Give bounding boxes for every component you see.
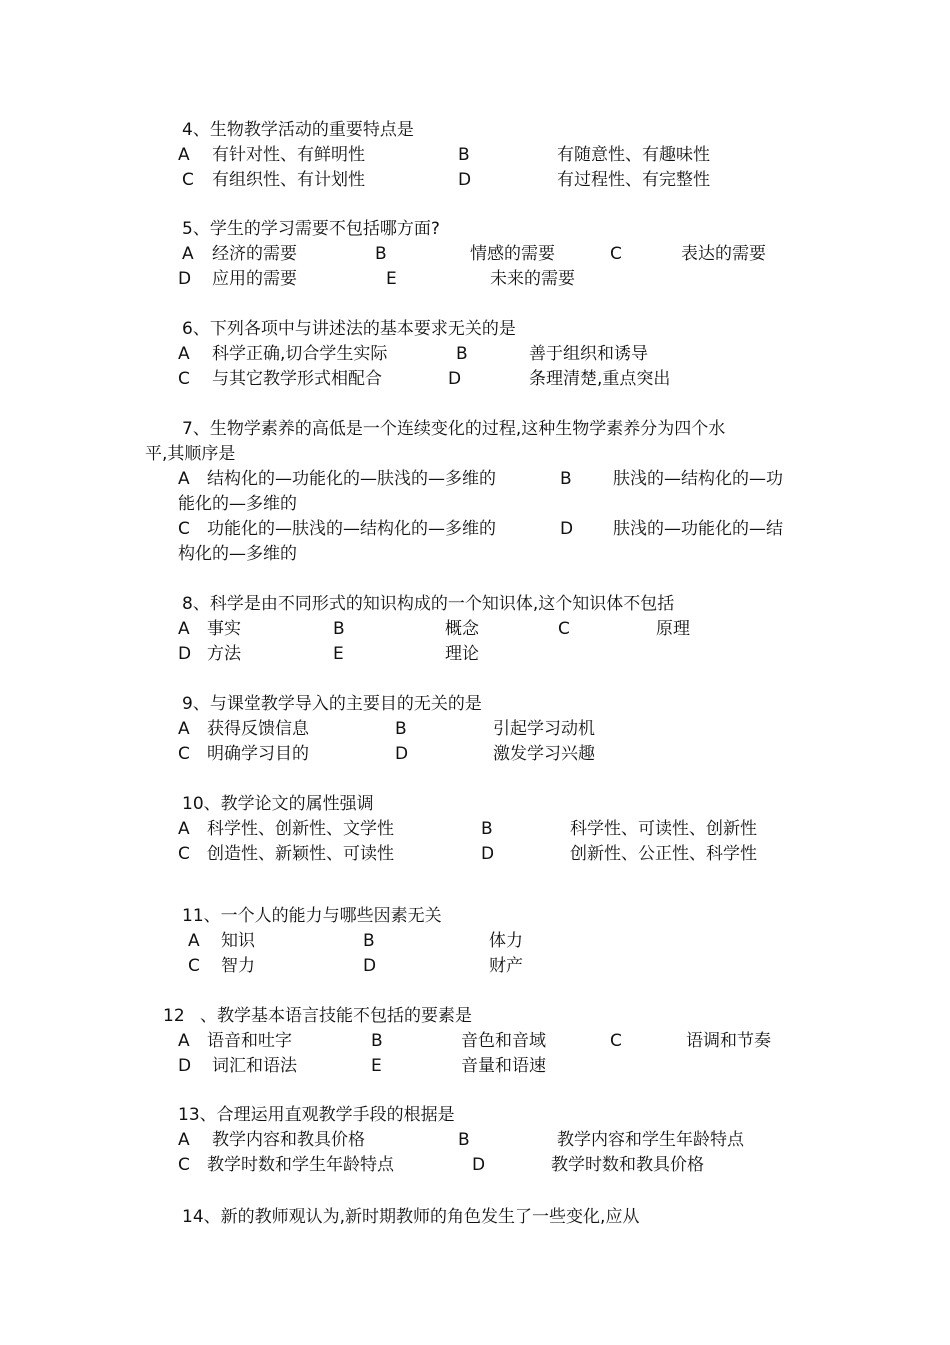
q10-option-a-text: 科学性、创新性、文学性 <box>207 819 394 839</box>
q8-option-a-text: 事实 <box>207 619 241 639</box>
q13-option-b-text: 教学内容和学生年龄特点 <box>557 1130 744 1150</box>
q12-option-b-letter: B <box>371 1031 383 1051</box>
q12-option-a-text: 语音和吐字 <box>207 1031 292 1051</box>
q8-stem: 8、科学是由不同形式的知识构成的一个知识体,这个知识体不包括 <box>182 594 675 614</box>
q5-option-d-text: 应用的需要 <box>212 269 297 289</box>
q10-option-c-letter: C <box>178 844 190 864</box>
q10-option-c-text: 创造性、新颖性、可读性 <box>207 844 394 864</box>
q12-option-d-letter: D <box>178 1056 192 1076</box>
q13-option-a-letter: A <box>178 1130 190 1150</box>
q12-option-c-letter: C <box>610 1031 622 1051</box>
q7-option-b-text-line1: 肤浅的—结构化的—功 <box>613 469 783 489</box>
q8-option-e-letter: E <box>333 644 344 664</box>
q11-option-b-text: 体力 <box>489 931 523 951</box>
q11-option-b-letter: B <box>363 931 375 951</box>
q6-option-c-letter: C <box>178 369 190 389</box>
q4-option-d-text: 有过程性、有完整性 <box>557 170 710 190</box>
q6-option-d-letter: D <box>448 369 462 389</box>
q11-option-c-letter: C <box>188 956 200 976</box>
q5-option-e-text: 未来的需要 <box>490 269 575 289</box>
q9-option-d-text: 激发学习兴趣 <box>493 744 595 764</box>
q11-option-a-letter: A <box>188 931 200 951</box>
q8-option-b-letter: B <box>333 619 345 639</box>
q4-option-c-letter: C <box>182 170 194 190</box>
q4-option-a-text: 有针对性、有鲜明性 <box>212 145 365 165</box>
q8-option-c-letter: C <box>558 619 570 639</box>
q7-option-d-text-line2: 构化的—多维的 <box>178 544 297 564</box>
q11-option-d-text: 财产 <box>489 956 523 976</box>
q12-option-d-text: 词汇和语法 <box>212 1056 297 1076</box>
q4-option-a-letter: A <box>178 145 190 165</box>
q8-option-a-letter: A <box>178 619 190 639</box>
q5-option-c-text: 表达的需要 <box>681 244 766 264</box>
q6-stem: 6、下列各项中与讲述法的基本要求无关的是 <box>182 319 516 339</box>
q10-stem: 10、教学论文的属性强调 <box>182 794 374 814</box>
q11-option-a-text: 知识 <box>221 931 255 951</box>
q13-option-d-text: 教学时数和教具价格 <box>551 1155 704 1175</box>
q9-option-d-letter: D <box>395 744 409 764</box>
q7-option-d-letter: D <box>560 519 574 539</box>
q7-option-b-text-line2: 能化的—多维的 <box>178 494 297 514</box>
q11-stem: 11、一个人的能力与哪些因素无关 <box>182 906 442 926</box>
q8-option-b-text: 概念 <box>445 619 479 639</box>
q7-stem-line2: 平,其顺序是 <box>145 444 236 464</box>
q7-option-a-text: 结构化的—功能化的—肤浅的—多维的 <box>207 469 496 489</box>
q8-option-d-text: 方法 <box>207 644 241 664</box>
q13-option-b-letter: B <box>458 1130 470 1150</box>
q7-option-d-text-line1: 肤浅的—功能化的—结 <box>613 519 783 539</box>
q13-option-c-text: 教学时数和学生年龄特点 <box>207 1155 394 1175</box>
q10-option-b-letter: B <box>481 819 493 839</box>
q6-option-a-text: 科学正确,切合学生实际 <box>212 344 388 364</box>
q7-stem-line1: 7、生物学素养的高低是一个连续变化的过程,这种生物学素养分为四个水 <box>182 419 726 439</box>
q11-option-d-letter: D <box>363 956 377 976</box>
q4-option-b-letter: B <box>458 145 470 165</box>
q4-option-c-text: 有组织性、有计划性 <box>212 170 365 190</box>
q12-option-e-letter: E <box>371 1056 382 1076</box>
q7-option-c-text: 功能化的—肤浅的—结构化的—多维的 <box>207 519 496 539</box>
q6-option-a-letter: A <box>178 344 190 364</box>
q5-option-b-text: 情感的需要 <box>470 244 555 264</box>
q13-option-d-letter: D <box>472 1155 486 1175</box>
q12-option-e-text: 音量和语速 <box>461 1056 546 1076</box>
q4-option-d-letter: D <box>458 170 472 190</box>
q8-option-d-letter: D <box>178 644 192 664</box>
q9-option-b-letter: B <box>395 719 407 739</box>
q6-option-b-text: 善于组织和诱导 <box>529 344 648 364</box>
q12-option-c-text: 语调和节奏 <box>686 1031 771 1051</box>
q4-stem: 4、生物教学活动的重要特点是 <box>182 120 414 140</box>
q12-stem: 、教学基本语言技能不包括的要素是 <box>200 1006 472 1026</box>
q8-option-e-text: 理论 <box>445 644 479 664</box>
q5-option-c-letter: C <box>610 244 622 264</box>
q12-number: 12 <box>163 1006 185 1026</box>
q9-option-a-letter: A <box>178 719 190 739</box>
q5-option-a-letter: A <box>182 244 194 264</box>
q9-option-a-text: 获得反馈信息 <box>207 719 309 739</box>
q5-stem: 5、学生的学习需要不包括哪方面? <box>182 219 440 239</box>
q13-stem: 13、合理运用直观教学手段的根据是 <box>178 1105 455 1125</box>
q5-option-a-text: 经济的需要 <box>212 244 297 264</box>
q5-option-e-letter: E <box>386 269 397 289</box>
q7-option-b-letter: B <box>560 469 572 489</box>
q7-option-a-letter: A <box>178 469 190 489</box>
q5-option-b-letter: B <box>375 244 387 264</box>
q9-option-b-text: 引起学习动机 <box>493 719 595 739</box>
q9-option-c-text: 明确学习目的 <box>207 744 309 764</box>
q12-option-b-text: 音色和音域 <box>461 1031 546 1051</box>
q7-option-c-letter: C <box>178 519 190 539</box>
q9-option-c-letter: C <box>178 744 190 764</box>
q14-stem: 14、新的教师观认为,新时期教师的角色发生了一些变化,应从 <box>182 1207 640 1227</box>
q10-option-d-text: 创新性、公正性、科学性 <box>570 844 757 864</box>
q5-option-d-letter: D <box>178 269 192 289</box>
q12-option-a-letter: A <box>178 1031 190 1051</box>
q10-option-a-letter: A <box>178 819 190 839</box>
q6-option-c-text: 与其它教学形式相配合 <box>212 369 382 389</box>
q10-option-d-letter: D <box>481 844 495 864</box>
q13-option-a-text: 教学内容和教具价格 <box>212 1130 365 1150</box>
q4-option-b-text: 有随意性、有趣味性 <box>557 145 710 165</box>
q11-option-c-text: 智力 <box>221 956 255 976</box>
q13-option-c-letter: C <box>178 1155 190 1175</box>
q6-option-d-text: 条理清楚,重点突出 <box>529 369 671 389</box>
q8-option-c-text: 原理 <box>656 619 690 639</box>
q9-stem: 9、与课堂教学导入的主要目的无关的是 <box>182 694 482 714</box>
q10-option-b-text: 科学性、可读性、创新性 <box>570 819 757 839</box>
q6-option-b-letter: B <box>456 344 468 364</box>
